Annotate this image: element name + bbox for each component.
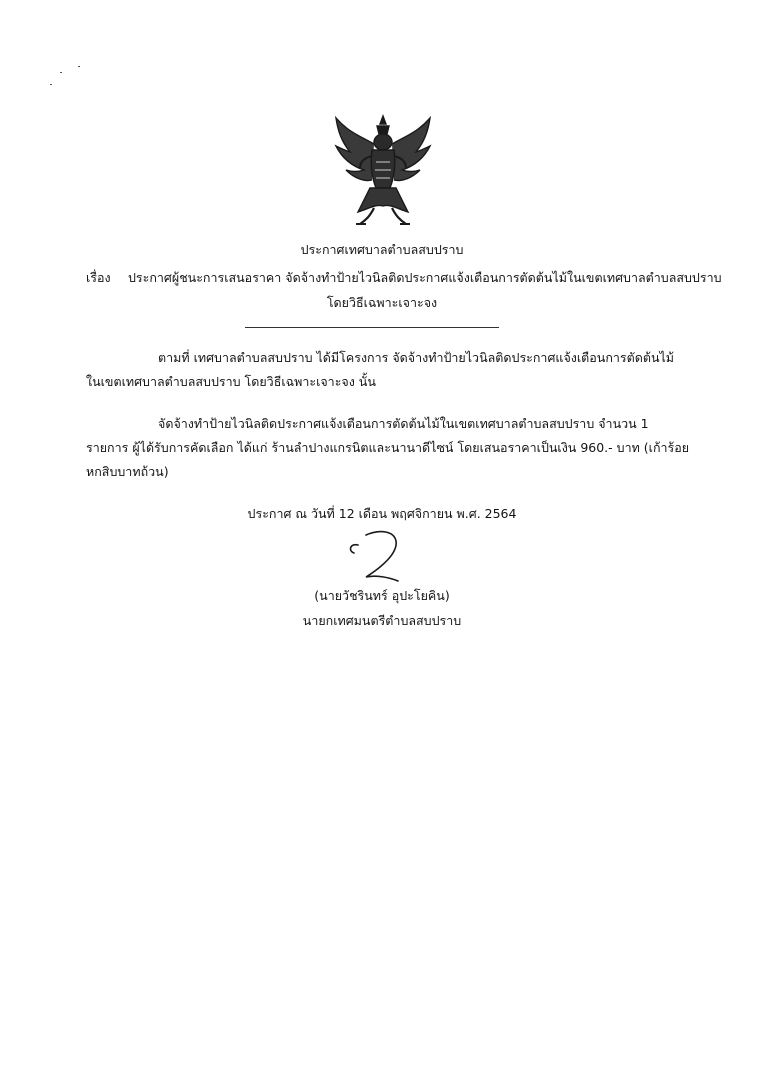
scan-speck — [50, 84, 52, 85]
scan-speck — [60, 72, 62, 73]
document-title: ประกาศเทศบาลตำบลสบปราบ — [300, 242, 464, 257]
subject-line-2: โดยวิธีเฉพาะเจาะจง — [326, 295, 438, 310]
body-line-2: ในเขตเทศบาลตำบลสบปราบ โดยวิธีเฉพาะเจาะจง นั้น — [86, 374, 376, 389]
body-line-1: ตามที่ เทศบาลตำบลสบปราบ ได้มีโครงการ จัดจ้างทำป้ายไวนิลติดประกาศแจ้งเตือนการตัดต้นไม้ — [158, 350, 675, 365]
divider-rule — [245, 327, 499, 328]
signer-name: (นายวัชรินทร์ อุปะโยคิน) — [314, 588, 450, 603]
body-line-3: จัดจ้างทำป้ายไวนิลติดประกาศแจ้งเตือนการตัดต้นไม้ในเขตเทศบาลตำบลสบปราบ จำนวน 1 — [158, 416, 649, 431]
subject-row — [86, 270, 722, 286]
handwritten-signature — [336, 527, 416, 587]
signer-position: นายกเทศมนตรีตำบลสบปราบ — [302, 613, 462, 628]
subject-label: เรื่อง — [86, 270, 111, 285]
scan-speck — [78, 66, 80, 67]
announcement-date: ประกาศ ณ วันที่ 12 เดือน พฤศจิกายน พ.ศ. 2564 — [247, 506, 517, 521]
body-line-4: รายการ ผู้ได้รับการคัดเลือก ได้แก่ ร้านลำปางแกรนิตและนานาดีไซน์ โดยเสนอราคาเป็นเงิน 960.- บาท (เก้าร้อย — [86, 440, 690, 455]
subject-line-1: ประกาศผู้ชนะการเสนอราคา จัดจ้างทำป้ายไวนิลติดประกาศแจ้งเตือนการตัดต้นไม้ในเขตเทศบาลตำบลสบปราบ — [127, 270, 722, 285]
body-line-5: หกสิบบาทถ้วน) — [86, 464, 169, 479]
garuda-emblem-icon — [330, 112, 436, 230]
